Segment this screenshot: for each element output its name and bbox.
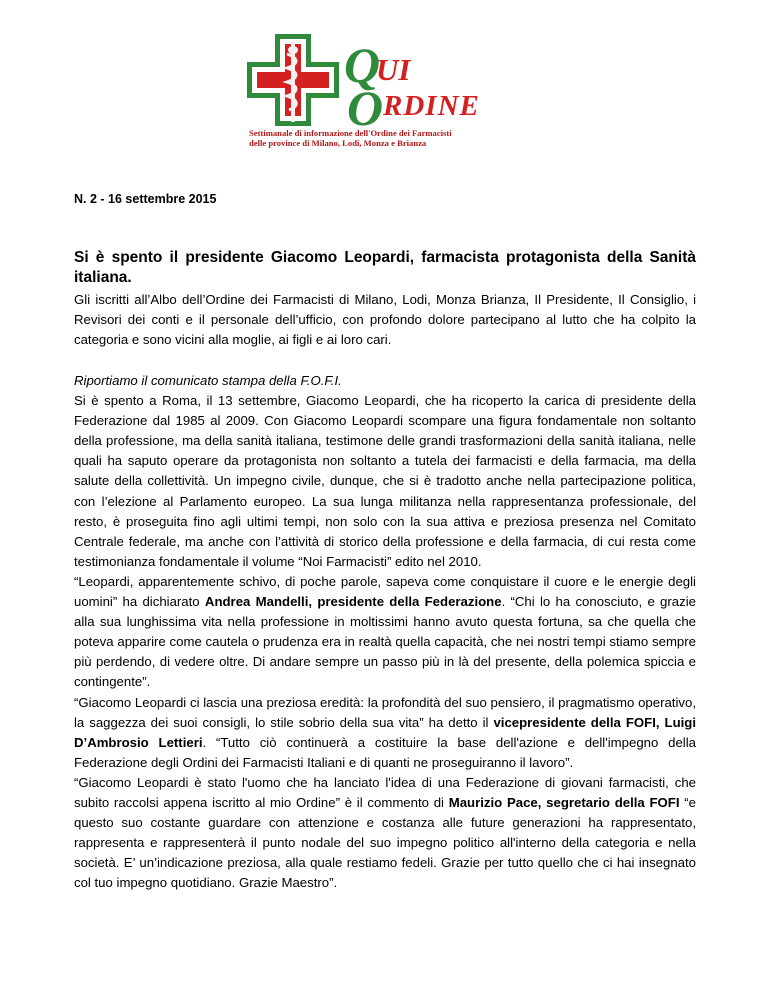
qui-ordine-logo <box>247 32 526 152</box>
issue-line: N. 2 - 16 settembre 2015 <box>74 192 217 206</box>
tagline-line1: Settimanale di informazione dell'Ordine dei Farmacisti <box>249 128 452 138</box>
press-release <box>74 371 696 893</box>
brand-line2-rest: RDINE <box>383 90 480 122</box>
pharmacy-cross-logo-icon <box>247 32 526 152</box>
press-intro: Riportiamo il comunicato stampa della F.O.F.I. <box>74 373 342 388</box>
quote-pace: “Giacomo Leopardi è stato l'uomo che ha lanciato l'idea di una Federazione di giovani farmacisti, che subito raccolsi appena iscritto al mio Ordine” è il commento di Maurizio Pace, segretario della FOFI “e questo suo costante guardare con attenzione e costanza alle future generazioni ha rappresentato, rappresenta e rappresenterà il punto nodale del suo impegno politico all'interno della categoria e nella società. E’ un’indicazione preziosa, alla quale restiamo fedeli. Grazie per tutto quello che ci hai insegnato col tuo impegno quotidiano. Grazie Maestro”. <box>74 774 697 891</box>
main-paragraph: Si è spento a Roma, il 13 settembre, Giacomo Leopardi, che ha ricoperto la carica di presidente della Federazione dal 1985 al 2009. Con Giacomo Leopardi scompare una figura fondamentale non soltanto della professione, ma della sanità italiana, testimone delle grandi trasformazioni della sanità italiana, nelle quali ha saputo operare da protagonista non soltanto a tutela dei farmacisti e della farmacia, ma della salute della collettività. Un impegno civile, dunque, che si è tradotto anche nella partecipazione politica, con l’elezione al Parlamento europeo. La sua lunga militanza nella rappresentanza professionale, del resto, è proseguita fino agli ultimi tempi, non solo con la sua attiva e preziosa presenza nel Comitato Centrale federale, ma anche con l’attività di storico della professione e della farmacia, di cui resta come testimonianza fondamentale il volume “Noi Farmacisti” edito nel 2010. <box>74 393 696 569</box>
quote-lettieri: “Giacomo Leopardi ci lascia una preziosa eredità: la profondità del suo pensiero, il pragmatismo operativo, la saggezza dei suoi consigli, lo stile sobrio della sua vita” ha detto il vicepresidente della FOFI, Luigi D’Ambrosio Lettieri. “Tutto ciò continuerà a costituire la base dell'azione e dell'impegno della Federazione degli Ordini dei Farmacisti Italiani e di quanti ne proseguiranno il lavoro”. <box>74 694 697 770</box>
headline: Si è spento il presidente Giacomo Leopardi, farmacista protagonista della Sanità italiana. <box>74 249 696 286</box>
speaker-pace: Maurizio Pace, segretario della FOFI <box>448 794 680 810</box>
intro-paragraph: Gli iscritti all’Albo dell’Ordine dei Farmacisti di Milano, Lodi, Monza Brianza, Il Presidente, Il Consiglio, i Revisori dei conti e il personale dell’ufficio, con profondo dolore partecipano al lutto che ha colpito la categoria e sono vicini alla moglie, ai figli e ai loro cari. <box>74 292 696 348</box>
brand-line1-rest: UI <box>376 52 411 87</box>
speaker-mandelli: Andrea Mandelli, presidente della Federazione <box>204 594 502 610</box>
tagline-line2: delle province di Milano, Lodi, Monza e Brianza <box>249 138 427 148</box>
quote-mandelli: “Leopardi, apparentemente schivo, di poche parole, sapeva come conquistare il cuore e le energie degli uomini” ha dichiarato Andrea Mandelli, presidente della Federazione. “Chi lo ha conosciuto, e grazie alla sua lunghissima vita nella professione in moltissimi hanno avuto questa fortuna, sa che quella che poteva apparire come cautela o prudenza era in realtà quella capacità, che nei nostri tempi stiamo sempre più perdendo, di vedere oltre. Di andare sempre un passo più in là del presente, della polemica spiccia e contingente”. <box>74 573 696 690</box>
brand-q1: Q <box>344 37 381 93</box>
brand-o: O <box>347 80 384 136</box>
speaker-lettieri: vicepresidente della FOFI, Luigi D’Ambrosio Lettieri <box>74 714 697 750</box>
